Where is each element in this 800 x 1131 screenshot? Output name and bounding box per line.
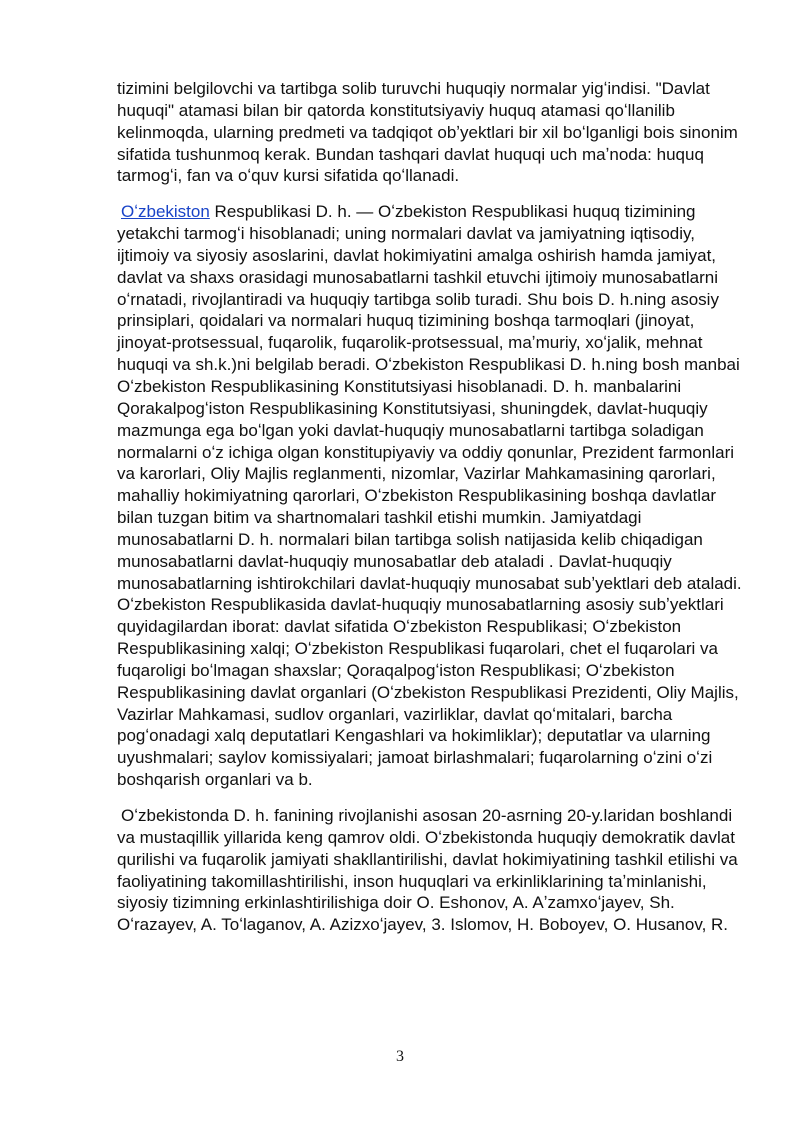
paragraph-2 xyxy=(117,201,745,791)
uzbekistan-link[interactable]: Oʻzbekiston xyxy=(121,202,210,222)
paragraph-2-text: Respublikasi D. h. — Oʻzbekiston Respublikasi huquq tizimining yetakchi tarmogʻi hisoblanadi; uning normalari davlat va jamiyatning iqtisodiy, ijtimoiy va siyosiy asoslarini, davlat hokimiyatini amalga oshirish hamda jamiyat, davlat va shaxs orasidagi munosabatlarni tashkil etuvchi ijtimoiy munosabatlarni oʻrnatadi, rivojlantiradi va huquqiy tartibga solib turadi. Shu bois D. h.ning asosiy prinsiplari, qoidalari va normalari huquq tizimining boshqa tarmoqlari (jinoyat, jinoyat-protsessual, fuqarolik, fuqarolik-protsessual, maʼmuriy, xoʻjalik, mehnat huquqi va sh.k.)ni belgilab beradi. Oʻzbekiston Respublikasi D. h.ning bosh manbai Oʻzbekiston Respublikasining Konstitutsiyasi hisoblanadi. D. h. manbalarini Qorakalpogʻiston Respublikasining Konstitutsiyasi, shuningdek, davlat-huquqiy mazmunga ega boʻlgan yoki davlat-huquqiy munosabatlarni tartibga soladigan normalarni oʻz ichiga olgan konstitupiyaviy va oddiy qonunlar, Prezident farmonlari va karorlari, Oliy Majlis reglanmenti, nizomlar, Vazirlar Mahkamasining qarorlari, mahalliy hokimiyatning qarorlari, Oʻzbekiston Respublikasining boshqa davlatlar bilan tuzgan bitim va shartnomalari tashkil etishi mumkin. Jamiyatdagi munosabatlarni D. h. normalari bilan tartibga solish natijasida kelib chiqadigan munosabatlarni davlat-huquqiy munosabatlar deb ataladi . Davlat-huquqiy munosabatlarning ishtirokchilari davlat-huquqiy munosabat subʼyektlari deb ataladi. Oʻzbekiston Respublikasida davlat-huquqiy munosabatlarning asosiy subʼyektlari quyidagilardan iborat: davlat sifatida Oʻzbekiston Respublikasi; Oʻzbekiston Respublikasining xalqi; Oʻzbekiston Respublikasi fuqarolari, chet el fuqarolari va fuqaroligi boʻlmagan shaxslar; Qoraqalpogʻiston Respublikasi; Oʻzbekiston Respublikasining davlat organlari (Oʻzbekiston Respublikasi Prezidenti, Oliy Majlis, Vazirlar Mahkamasi, sudlov organlari, vazirliklar, davlat qoʻmitalari, barcha pogʻonadagi xalq deputatlari Kengashlari va hokimliklar); deputatlar va ularning uyushmalari; saylov komissiyalari; jamoat birlashmalari; fuqarolarning oʻzini oʻzi boshqarish organlari va b. xyxy=(117,202,742,790)
paragraph-3: Oʻzbekistonda D. h. fanining rivojlanishi asosan 20-asrning 20-y.laridan boshlandi va mustaqillik yillarida keng qamrov oldi. Oʻzbekistonda huquqiy demokratik davlat qurilishi va fuqarolik jamiyati shakllantirilishi, davlat hokimiyatining tashkil etilishi va faoliyatining takomillashtirilishi, inson huquqlari va erkinliklarining taʼminlanishi, siyosiy tizimning erkinlashtirilishiga doir O. Eshonov, A. Aʼzamxoʻjayev, Sh. Oʻrazayev, A. Toʻlaganov, A. Azizxoʻjayev, 3. Islomov, H. Boboyev, O. Husanov, R. xyxy=(117,806,738,935)
document-page xyxy=(117,78,745,950)
page-number: 3 xyxy=(396,1048,404,1065)
paragraph-1: tizimini belgilovchi va tartibga solib turuvchi huquqiy normalar yigʻindisi. "Davlat huquqi" atamasi bilan bir qatorda konstitutsiyaviy huquq atamasi qoʻllanilib kelinmoqda, ularning predmeti va tadqiqot obʼyektlari bir xil boʻlganligi bois sinonim sifatida tushunmoq kerak. Bundan tashqari davlat huquqi uch maʼnoda: huquq tarmogʻi, fan va oʻquv kursi sifatida qoʻllanadi. xyxy=(117,79,738,186)
